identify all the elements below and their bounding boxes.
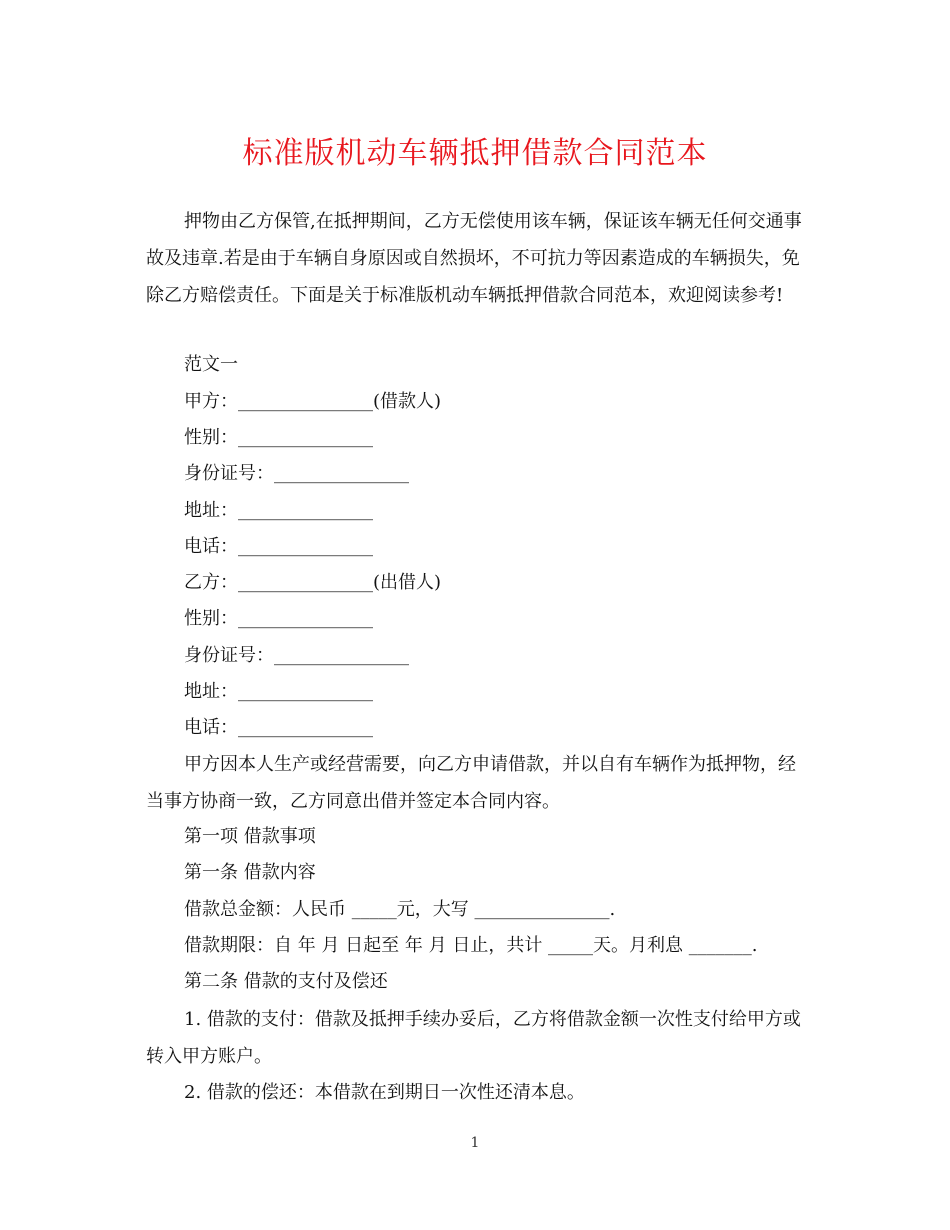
party-a-address-line: 地址：_______________ [184,500,373,521]
party-b-address-line: 地址：_______________ [184,681,373,702]
repayment-paragraph: 2. 借款的偿还：本借款在到期日一次性还清本息。 [184,1082,585,1103]
document-title: 标准版机动车辆抵押借款合同范本 [242,136,708,171]
party-a-gender-line: 性别：_______________ [184,427,373,448]
party-a-line: 甲方：_______________(借款人) [184,391,442,412]
party-b-id-line: 身份证号：_______________ [184,645,409,666]
article-one-heading: 第一条 借款内容 [184,862,316,883]
loan-amount-line: 借款总金额：人民币 _____元，大写 _______________. [184,899,616,920]
purpose-paragraph: 甲方因本人生产或经营需要，向乙方申请借款，并以自有车辆作为抵押物，经当事方协商一致，乙方同意出借并签定本合同内容。 [146,754,796,812]
party-b-phone-line: 电话：_______________ [184,717,373,738]
page-number: 1 [470,1135,480,1151]
section-heading: 范文一 [184,354,238,375]
party-b-line: 乙方：_______________(出借人) [184,572,442,593]
intro-paragraph: 押物由乙方保管,在抵押期间，乙方无偿使用该车辆，保证该车辆无任何交通事故及违章.若是由于车辆自身原因或自然损坏，不可抗力等因素造成的车辆损失，免除乙方赔偿责任。下面是关于标准版机动车辆抵押借款合同范本，欢迎阅读参考! [146,211,802,306]
item-heading: 第一项 借款事项 [184,826,316,847]
party-a-id-line: 身份证号：_______________ [184,463,409,484]
article-two-heading: 第二条 借款的支付及偿还 [184,971,388,992]
payment-paragraph: 1. 借款的支付：借款及抵押手续办妥后，乙方将借款金额一次性支付给甲方或转入甲方账户。 [146,1009,801,1067]
party-a-phone-line: 电话：_______________ [184,536,373,557]
loan-term-line: 借款期限：自 年 月 日起至 年 月 日止，共计 _____天。月利息 _______. [184,935,758,956]
party-b-gender-line: 性别：_______________ [184,608,373,629]
